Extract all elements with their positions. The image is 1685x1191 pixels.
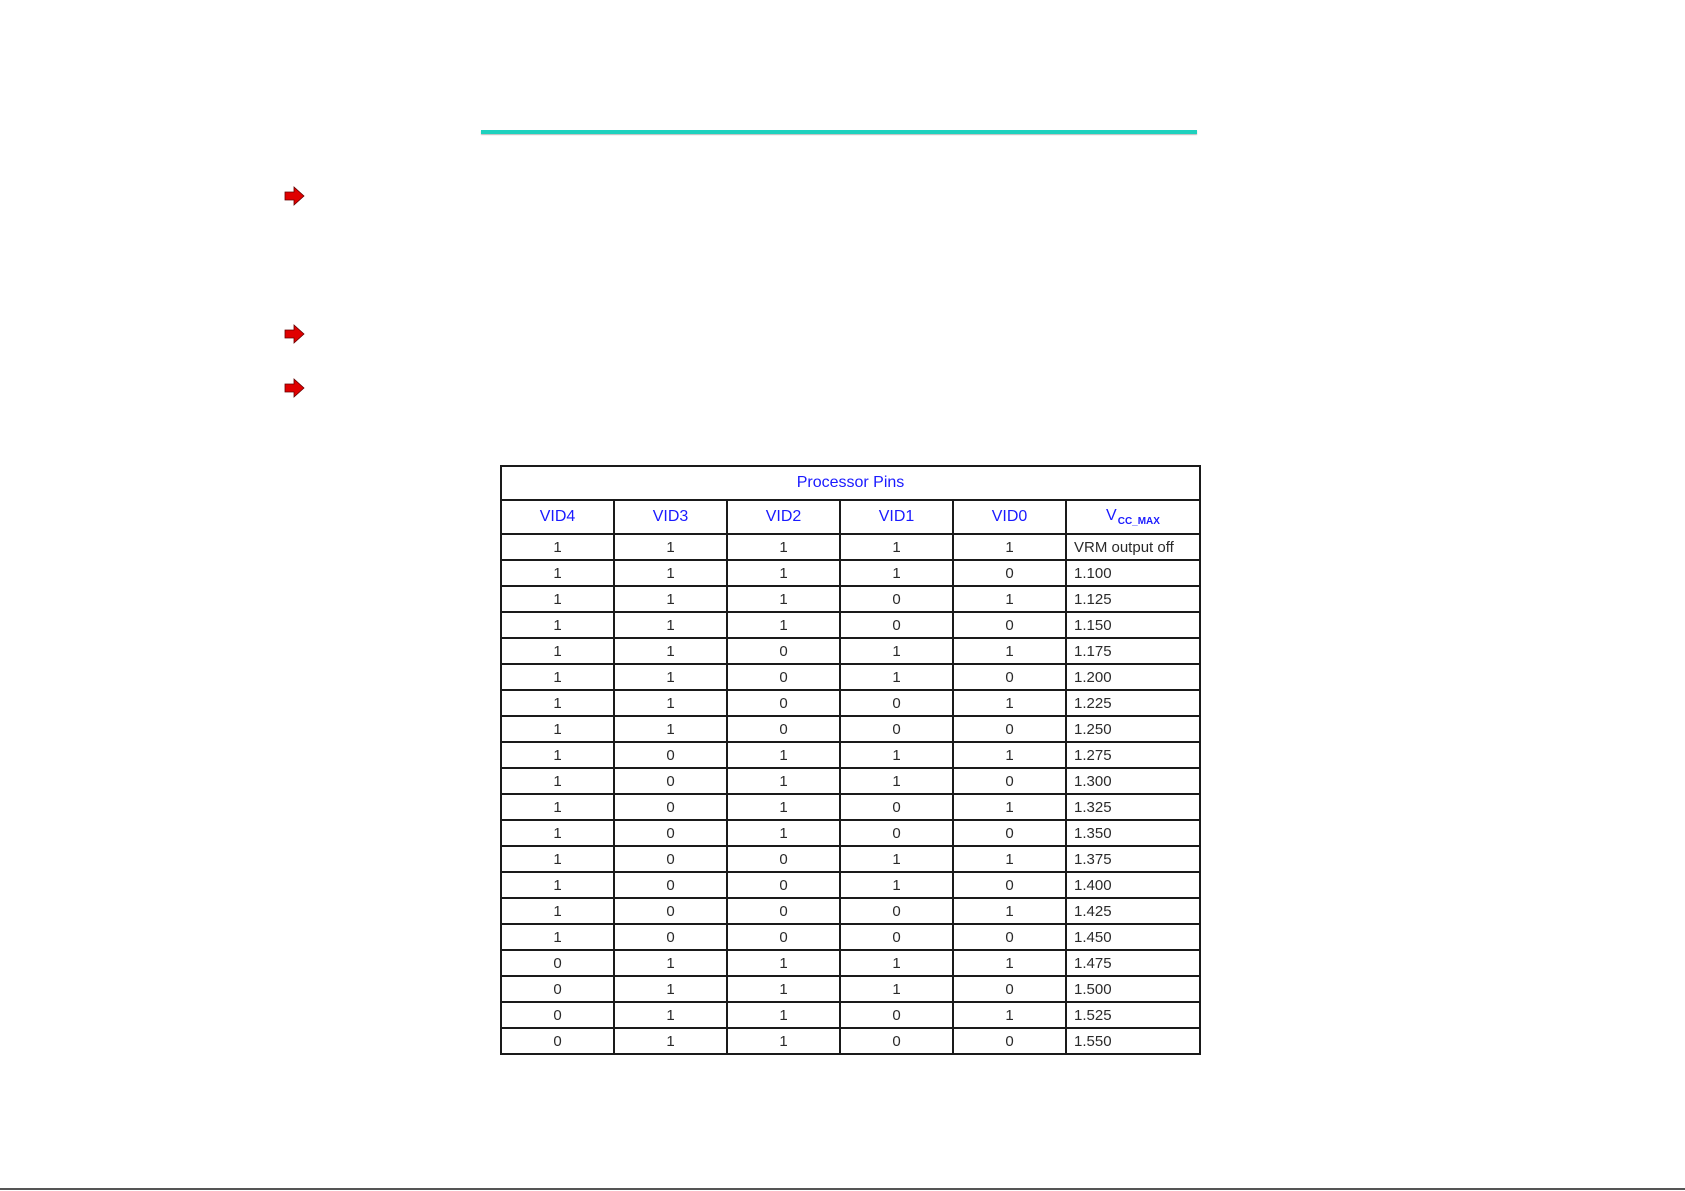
page-bottom-border — [0, 1188, 1685, 1190]
header-vid2: VID2 — [727, 500, 840, 534]
vid-cell: 1 — [614, 716, 727, 742]
vid-cell: 1 — [614, 560, 727, 586]
table-row — [501, 638, 1200, 664]
table-row — [501, 794, 1200, 820]
vid-cell: 1 — [614, 612, 727, 638]
vid-cell: 0 — [840, 924, 953, 950]
table-row — [501, 846, 1200, 872]
vid-cell: 0 — [953, 976, 1066, 1002]
vid-cell: 0 — [501, 1002, 614, 1028]
vid-cell: 0 — [614, 898, 727, 924]
table-row — [501, 1028, 1200, 1054]
vid-cell: 1 — [614, 586, 727, 612]
vid-cell: 1 — [501, 768, 614, 794]
vcc-max-cell: 1.500 — [1066, 976, 1200, 1002]
vid-cell: 0 — [953, 664, 1066, 690]
vid-cell: 1 — [727, 1002, 840, 1028]
vid-cell: 1 — [501, 820, 614, 846]
red-arrow-icon — [284, 186, 306, 206]
vid-cell: 1 — [953, 638, 1066, 664]
table-row — [501, 560, 1200, 586]
vid-cell: 1 — [727, 950, 840, 976]
vid-cell: 1 — [614, 950, 727, 976]
vid-cell: 1 — [953, 898, 1066, 924]
vid-cell: 0 — [614, 846, 727, 872]
vid-cell: 1 — [501, 612, 614, 638]
vid-cell: 1 — [727, 560, 840, 586]
vcc-max-cell: 1.300 — [1066, 768, 1200, 794]
table-row — [501, 872, 1200, 898]
vid-cell: 1 — [501, 872, 614, 898]
vid-cell: 0 — [614, 768, 727, 794]
table-row — [501, 586, 1200, 612]
vid-cell: 1 — [953, 586, 1066, 612]
table-row — [501, 976, 1200, 1002]
vid-cell: 1 — [614, 976, 727, 1002]
table-row — [501, 534, 1200, 560]
vcc-max-cell: 1.150 — [1066, 612, 1200, 638]
vid-cell: 1 — [614, 1028, 727, 1054]
vid-cell: 1 — [501, 924, 614, 950]
table-row — [501, 820, 1200, 846]
vid-cell: 1 — [840, 638, 953, 664]
vid-cell: 0 — [840, 898, 953, 924]
vcc-max-cell: 1.275 — [1066, 742, 1200, 768]
vid-cell: 1 — [501, 664, 614, 690]
vid-cell: 0 — [840, 716, 953, 742]
vid-cell: 1 — [840, 976, 953, 1002]
vid-cell: 0 — [727, 846, 840, 872]
vid-cell: 1 — [614, 1002, 727, 1028]
vid-cell: 0 — [614, 794, 727, 820]
vcc-max-cell: 1.175 — [1066, 638, 1200, 664]
vid-cell: 1 — [501, 846, 614, 872]
header-row — [501, 500, 1200, 534]
header-vcc-max — [1066, 500, 1200, 534]
table-row — [501, 742, 1200, 768]
vcc-max-cell: 1.400 — [1066, 872, 1200, 898]
vid-cell: 1 — [727, 820, 840, 846]
vid-cell: 0 — [727, 898, 840, 924]
vid-cell: 1 — [727, 612, 840, 638]
table-row — [501, 1002, 1200, 1028]
vcc-max-cell: 1.475 — [1066, 950, 1200, 976]
vid-cell: 0 — [840, 612, 953, 638]
vid-cell: 1 — [840, 664, 953, 690]
vid-cell: 1 — [501, 560, 614, 586]
header-vid0: VID0 — [953, 500, 1066, 534]
vid-cell: 1 — [727, 768, 840, 794]
vid-cell: 1 — [840, 950, 953, 976]
vid-cell: 0 — [501, 1028, 614, 1054]
vid-cell: 1 — [501, 716, 614, 742]
vid-cell: 0 — [614, 742, 727, 768]
vid-cell: 1 — [953, 742, 1066, 768]
title-underline — [481, 130, 1197, 134]
table-caption: Processor Pins — [501, 466, 1200, 500]
vcc-header-base: V — [1106, 507, 1117, 524]
vid-cell: 1 — [840, 846, 953, 872]
vcc-max-cell: 1.200 — [1066, 664, 1200, 690]
table-row — [501, 690, 1200, 716]
vid-cell: 1 — [953, 794, 1066, 820]
vid-cell: 1 — [501, 742, 614, 768]
vid-cell: 0 — [953, 560, 1066, 586]
vid-cell: 0 — [840, 1028, 953, 1054]
vid-voltage-table — [500, 465, 1201, 1055]
vid-cell: 0 — [727, 664, 840, 690]
vid-cell: 0 — [727, 716, 840, 742]
vid-cell: 0 — [614, 924, 727, 950]
vid-cell: 1 — [614, 534, 727, 560]
table-row — [501, 950, 1200, 976]
vid-cell: 1 — [727, 976, 840, 1002]
vid-cell: 0 — [727, 690, 840, 716]
vid-cell: 0 — [953, 1028, 1066, 1054]
vid-cell: 1 — [501, 690, 614, 716]
vid-cell: 1 — [953, 950, 1066, 976]
vcc-max-cell: 1.550 — [1066, 1028, 1200, 1054]
vid-cell: 0 — [727, 638, 840, 664]
table-row — [501, 924, 1200, 950]
vcc-max-cell: VRM output off — [1066, 534, 1200, 560]
vid-cell: 1 — [953, 534, 1066, 560]
vid-cell: 0 — [953, 768, 1066, 794]
vcc-max-cell: 1.525 — [1066, 1002, 1200, 1028]
vid-cell: 1 — [614, 664, 727, 690]
vid-cell: 1 — [501, 534, 614, 560]
vid-cell: 1 — [727, 1028, 840, 1054]
vid-cell: 1 — [501, 898, 614, 924]
vid-cell: 0 — [614, 872, 727, 898]
vid-cell: 1 — [953, 1002, 1066, 1028]
vid-cell: 0 — [501, 976, 614, 1002]
vid-cell: 1 — [840, 872, 953, 898]
vcc-max-cell: 1.375 — [1066, 846, 1200, 872]
vid-cell: 1 — [840, 742, 953, 768]
table-row — [501, 768, 1200, 794]
vid-cell: 1 — [840, 768, 953, 794]
vid-cell: 0 — [840, 690, 953, 716]
vid-cell: 1 — [501, 586, 614, 612]
vcc-max-cell: 1.100 — [1066, 560, 1200, 586]
vid-cell: 1 — [727, 586, 840, 612]
vid-cell: 1 — [840, 560, 953, 586]
vid-cell: 0 — [953, 612, 1066, 638]
vcc-max-cell: 1.225 — [1066, 690, 1200, 716]
vid-cell: 1 — [840, 534, 953, 560]
header-vid4: VID4 — [501, 500, 614, 534]
vid-cell: 0 — [953, 872, 1066, 898]
table-row — [501, 612, 1200, 638]
vcc-max-cell: 1.350 — [1066, 820, 1200, 846]
vid-cell: 1 — [614, 638, 727, 664]
vid-cell: 0 — [840, 820, 953, 846]
vid-cell: 1 — [501, 638, 614, 664]
vid-cell: 0 — [953, 716, 1066, 742]
vid-cell: 0 — [840, 586, 953, 612]
vid-cell: 0 — [501, 950, 614, 976]
table-row — [501, 898, 1200, 924]
red-arrow-icon — [284, 324, 306, 344]
vid-cell: 0 — [614, 820, 727, 846]
header-vid3: VID3 — [614, 500, 727, 534]
table-body — [501, 534, 1200, 1054]
red-arrow-icon — [284, 378, 306, 398]
vid-cell: 1 — [727, 742, 840, 768]
vid-cell: 1 — [953, 846, 1066, 872]
table-row — [501, 664, 1200, 690]
header-vid1: VID1 — [840, 500, 953, 534]
vid-cell: 1 — [727, 794, 840, 820]
vid-cell: 0 — [953, 820, 1066, 846]
vid-cell: 0 — [953, 924, 1066, 950]
vid-cell: 0 — [727, 872, 840, 898]
vid-cell: 1 — [953, 690, 1066, 716]
vcc-max-cell: 1.250 — [1066, 716, 1200, 742]
vid-cell: 0 — [840, 1002, 953, 1028]
vcc-max-cell: 1.125 — [1066, 586, 1200, 612]
vcc-max-cell: 1.425 — [1066, 898, 1200, 924]
vcc-max-cell: 1.450 — [1066, 924, 1200, 950]
vid-cell: 1 — [727, 534, 840, 560]
vcc-header-subscript: CC_MAX — [1117, 516, 1160, 527]
vid-cell: 1 — [614, 690, 727, 716]
table-row — [501, 716, 1200, 742]
vid-cell: 0 — [727, 924, 840, 950]
vid-cell: 1 — [501, 794, 614, 820]
vcc-max-cell: 1.325 — [1066, 794, 1200, 820]
vid-cell: 0 — [840, 794, 953, 820]
